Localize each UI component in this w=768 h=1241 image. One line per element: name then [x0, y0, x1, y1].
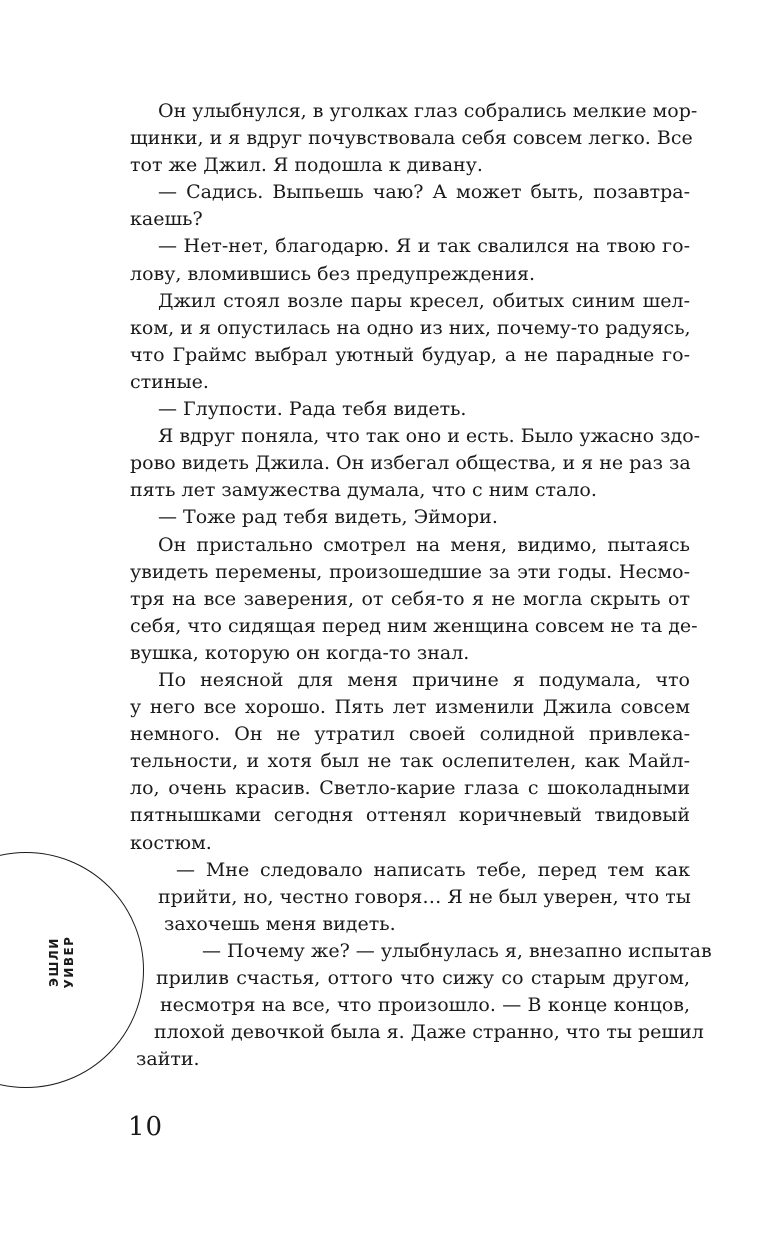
text-line: каешь?: [130, 208, 203, 231]
text-line: Джил стоял возле пары кресел, обитых синим шел-: [158, 289, 690, 312]
text-line: По неясной для меня причине я подумала, что: [158, 668, 690, 691]
text-line: немного. Он не утратил своей солидной привлека-: [130, 723, 690, 746]
text-line: у него все хорошо. Пять лет изменили Джила совсем: [130, 696, 690, 719]
text-line: зайти.: [136, 1048, 200, 1071]
text-line: — Нет-нет, благодарю. Я и так свалился на твою го-: [158, 235, 690, 258]
text-line: стиные.: [130, 370, 209, 393]
text-line: прийти, но, честно говоря… Я не был уверен, что ты: [158, 885, 691, 908]
page-number: 10: [128, 1112, 164, 1142]
text-line: вушка, которую он когда-то знал.: [130, 641, 470, 664]
text-line: костюм.: [130, 831, 212, 854]
page-body-text: [130, 98, 712, 1073]
text-line: — Садись. Выпьешь чаю? А может быть, позавтра-: [158, 181, 690, 204]
text-line: Он пристально смотрел на меня, видимо, пытаясь: [158, 533, 690, 556]
text-line: несмотря на все, что произошло. — В конце концов,: [160, 994, 690, 1017]
text-line: рово видеть Джила. Он избегал общества, и я не раз за: [130, 452, 691, 475]
text-line: что Граймс выбрал уютный будуар, а не парадные го-: [130, 343, 690, 366]
text-line: тря на все заверения, от себя-то я не могла скрыть от: [130, 587, 690, 610]
author-name: [47, 922, 77, 1002]
text-line: — Глупости. Рада тебя видеть.: [158, 398, 467, 421]
text-line: увидеть перемены, произошедшие за эти годы. Несмо-: [130, 560, 690, 583]
author-last-name: УИВЕР: [62, 935, 76, 989]
text-line: Я вдруг поняла, что так оно и есть. Было ужасно здо-: [158, 425, 701, 448]
text-line: плохой девочкой была я. Даже странно, что ты решил: [154, 1021, 704, 1044]
text-line: — Мне следовало написать тебе, перед тем как: [176, 858, 690, 881]
text-line: себя, что сидящая перед ним женщина совсем не та де-: [130, 614, 698, 637]
text-line: захочешь меня видеть.: [164, 912, 396, 935]
text-line: ком, и я опустилась на одно из них, почему-то радуясь,: [130, 316, 691, 339]
text-line: щинки, и я вдруг почувствовала себя совсем легко. Все: [130, 127, 693, 150]
text-line: пятнышками сегодня оттенял коричневый твидовый: [130, 804, 690, 827]
text-line: — Почему же? — улыбнулась я, внезапно испытав: [202, 939, 712, 962]
text-line: тельности, и хотя был не так ослепителен, как Майл-: [130, 750, 690, 773]
author-first-name: ЭШЛИ: [47, 937, 61, 987]
text-line: прилив счастья, оттого что сижу со старым другом,: [156, 967, 690, 989]
text-line: Он улыбнулся, в уголках глаз собрались мелкие мор-: [158, 100, 698, 122]
text-line: тот же Джил. Я подошла к дивану.: [130, 154, 483, 177]
text-line: — Тоже рад тебя видеть, Эймори.: [158, 506, 498, 529]
text-line: ло, очень красив. Светло-карие глаза с шоколадными: [130, 777, 690, 800]
text-line: пять лет замужества думала, что с ним стало.: [130, 479, 597, 502]
text-line: лову, вломившись без предупреждения.: [130, 262, 536, 285]
